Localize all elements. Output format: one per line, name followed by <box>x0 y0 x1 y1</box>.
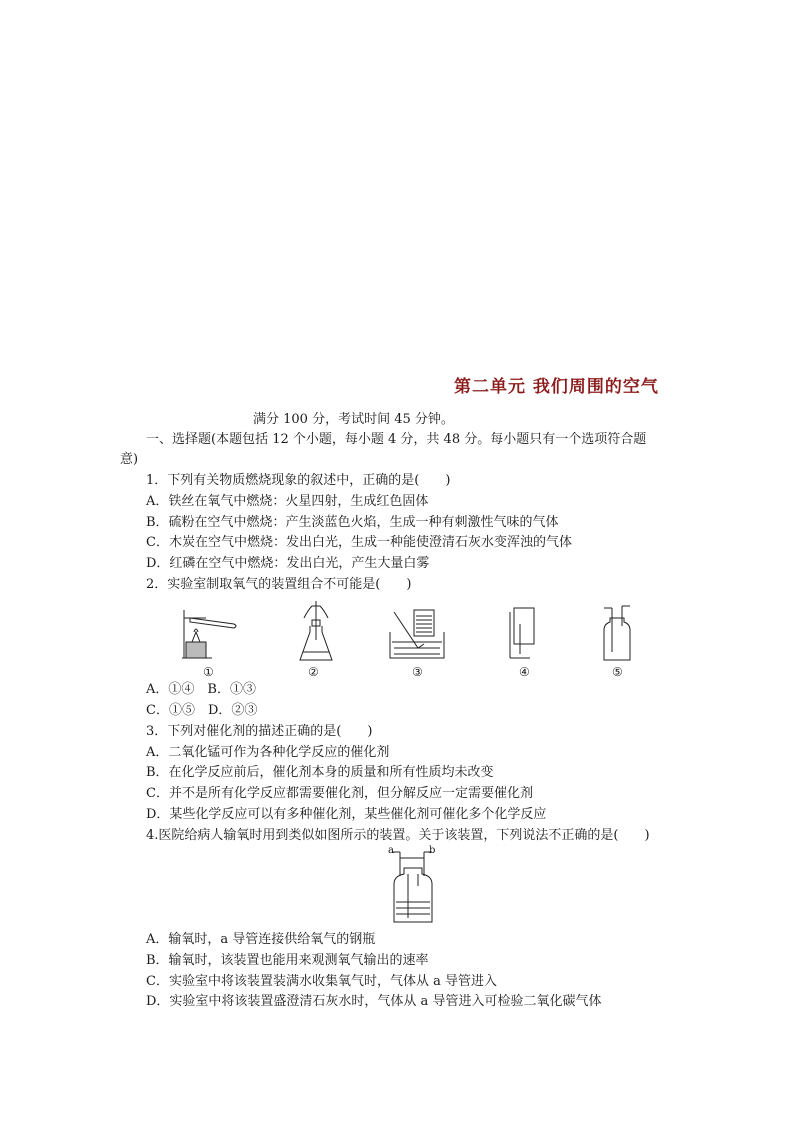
q4-option-a: A．输氧时，a 导管连接供给氧气的钢瓶 <box>146 932 376 947</box>
section-heading: 一、选择题(本题包括 12 个小题，每小题 4 分，共 48 分。每小题只有一个选项符合题 <box>146 432 647 447</box>
q2-options-row2: C．①⑤ D．②③ <box>146 703 258 718</box>
apparatus-1-heating-tube <box>176 604 238 662</box>
oxygen-humidifier-bottle <box>388 850 438 924</box>
q4-option-d: D．实验室中将该装置盛澄清石灰水时，气体从 a 导管进入可检验二氧化碳气体 <box>146 994 602 1009</box>
q1-option-d: D．红磷在空气中燃烧：发出白光，产生大量白雾 <box>146 556 430 571</box>
exam-info: 满分 100 分，考试时间 45 分钟。 <box>253 412 454 427</box>
tube-label-b: b <box>429 845 436 856</box>
tube-label-a: a <box>388 845 394 856</box>
q2-options-row1: A．①④ B．①③ <box>146 682 256 697</box>
q3-option-a: A．二氧化锰可作为各种化学反应的催化剂 <box>146 745 390 760</box>
q1-stem: 1．下列有关物质燃烧现象的叙述中，正确的是( ) <box>146 473 451 488</box>
apparatus-3-water-trough <box>388 608 446 660</box>
page-title: 第二单元 我们周围的空气 <box>454 377 659 397</box>
q4-option-c: C．实验室中将该装置装满水收集氧气时，气体从 a 导管进入 <box>146 974 497 989</box>
q3-option-c: C．并不是所有化学反应都需要催化剂，但分解反应一定需要催化剂 <box>146 786 533 801</box>
apparatus-1-label: ① <box>203 665 214 679</box>
q3-option-b: B．在化学反应前后，催化剂本身的质量和所有性质均未改变 <box>146 765 494 780</box>
apparatus-3-label: ③ <box>412 665 423 679</box>
apparatus-5-label: ⑤ <box>612 665 623 679</box>
q4-stem: 4.医院给病人输氧时用到类似如图所示的装置。关于该装置，下列说法不正确的是( ) <box>146 828 650 843</box>
apparatus-4-upward-displacement <box>508 604 538 662</box>
q3-option-d: D．某些化学反应可以有多种催化剂，某些催化剂可催化多个化学反应 <box>146 807 547 822</box>
section-heading-cont: 意) <box>120 452 139 467</box>
apparatus-2-flask <box>296 600 336 664</box>
q1-option-a: A．铁丝在氧气中燃烧：火星四射，生成红色固体 <box>146 494 429 509</box>
q1-option-b: B．硫粉在空气中燃烧：产生淡蓝色火焰，生成一种有刺激性气味的气体 <box>146 515 559 530</box>
apparatus-2-label: ② <box>308 665 319 679</box>
q1-option-c: C．木炭在空气中燃烧：发出白光，生成一种能使澄清石灰水变浑浊的气体 <box>146 535 572 550</box>
q3-stem: 3．下列对催化剂的描述正确的是( ) <box>146 724 373 739</box>
q4-option-b: B．输氧时，该装置也能用来观测氧气输出的速率 <box>146 953 429 968</box>
apparatus-5-gas-bottle <box>600 604 634 662</box>
q2-stem: 2．实验室制取氧气的装置组合不可能是( ) <box>146 577 412 592</box>
apparatus-4-label: ④ <box>519 665 530 679</box>
